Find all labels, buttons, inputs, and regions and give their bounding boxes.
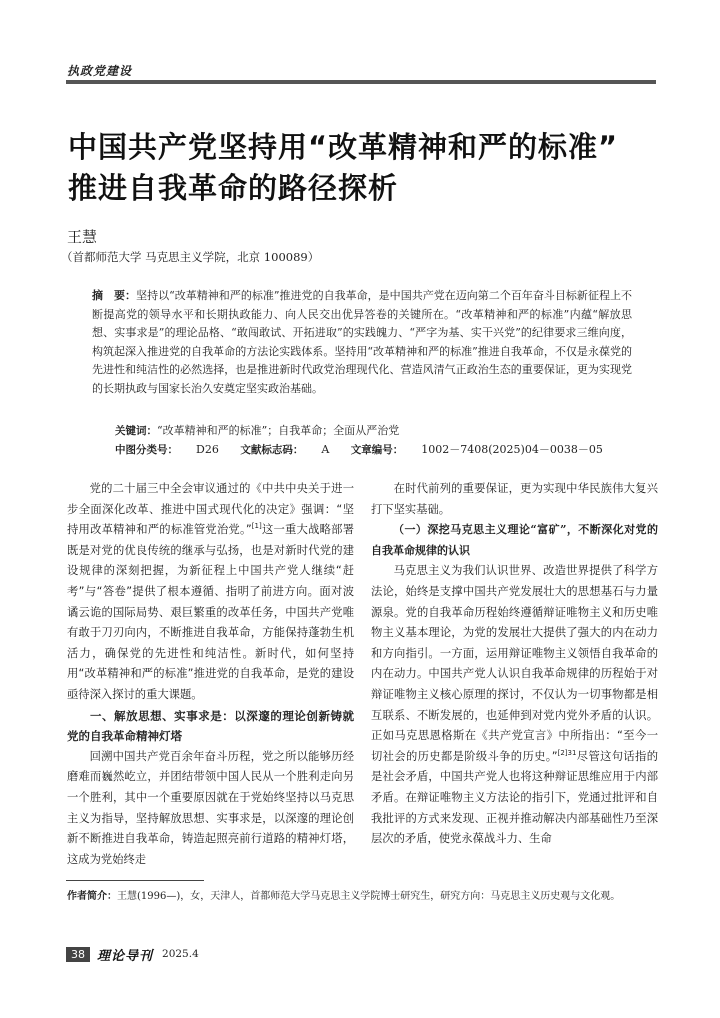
body-left-column xyxy=(67,479,354,870)
keywords-text: “改革精神和严的标准”；自我革命；全面从严治党 xyxy=(157,424,400,437)
abstract-label: 摘 要： xyxy=(92,289,137,302)
citation-ref: [2]31 xyxy=(557,748,577,757)
paragraph xyxy=(371,561,658,849)
paragraph: 在时代前列的重要保证，更为实现中华民族伟大复兴打下坚实基础。 xyxy=(371,482,658,516)
abstract-text: 坚持以“改革精神和严的标准”推进党的自我革命，是中国共产党在迈向第二个百年奋斗目标新征程上不断提高党的领导水平和长期执政能力、向人民交出优异答卷的关键所在。“改革精神和严的标准”内蕴“解放思想、实事求是”的理论品格、“敢闯敢试、开拓进取”的实践魄力、“严字为基、实干兴党”的纪律要求三维向度，构筑起深入推进党的自我革命的方法论实践体系。坚持用“改革精神和严的标准”推进自我革命，不仅是永葆党的先进性和纯洁性的必然选择，也是推进新时代政党治理现代化、营造风清气正政治生态的重要保证，更为实现党的长期执政与国家长治久安奠定坚实政治基础。 xyxy=(92,289,632,395)
clc-label: 中图分类号： xyxy=(115,444,178,456)
subsection-heading: （一）深挖马克思主义理论“富矿”，不断深化对党的自我革命规律的认识 xyxy=(371,523,658,557)
article-title xyxy=(68,127,658,209)
page-footer xyxy=(66,945,199,963)
header-rule xyxy=(66,80,656,84)
keywords-label: 关键词： xyxy=(115,425,157,437)
paragraph-text: 这一重大战略部署既是对党的优良传统的继承与弘扬，也是对新时代党的建设规律的深刻把握，为新征程上中国共产党人继续“赶考”与“答卷”提供了根本遵循、指明了前进方向。面对波谲云诡的国际局势、艰巨繁重的改革任务，中国共产党唯有敢于刀刃向内，不断推进自我革命，方能保持蓬勃生机活力，确保党的先进性和纯洁性。新时代，如何坚持用“改革精神和严的标准”推进党的自我革命，是党的建设亟待深入探讨的重大课题。 xyxy=(67,523,354,701)
clc-value: D26 xyxy=(196,443,219,456)
footnote-text: 王慧(1996—)，女，天津人，首都师范大学马克思主义学院博士研究生，研究方向：马克思主义历史观与文化观。 xyxy=(117,891,621,902)
doc-code-value: A xyxy=(321,443,330,456)
article-number-label: 文章编号： xyxy=(350,444,404,456)
author-footnote xyxy=(67,888,657,905)
paragraph-text: 马克思主义为我们认识世界、改造世界提供了科学方法论，始终是支撑中国共产党发展壮大的思想基石与力量源泉。党的自我革命历程始终遵循辩证唯物主义和历史唯物主义基本理论，为党的发展壮大提供了强大的内在动力和方向指引。一方面，运用辩证唯物主义领悟自我革命的内在动力。中国共产党人认识自我革命规律的历程始于对辩证唯物主义核心原理的探讨，不仅认为一切事物都是相互联系、不断发展的，也延伸到对党内党外矛盾的认识。正如马克思恩格斯在《共产党宣言》中所指出：“至今一切社会的历史都是阶级斗争的历史。” xyxy=(371,564,658,763)
title-line-1: 中国共产党坚持用“改革精神和严的标准” xyxy=(68,130,619,164)
author-name: 王慧 xyxy=(67,228,98,246)
issue-number: 2025.4 xyxy=(162,948,199,960)
footnote-label: 作者简介： xyxy=(67,891,117,902)
doc-code-label: 文献标志码： xyxy=(240,444,304,456)
paragraph: 回溯中国共产党百余年奋斗历程，党之所以能够历经磨难而巍然屹立，并团结带领中国人民从一个胜利走向另一个胜利，其中一个重要原因就在于党始终坚持以马克思主义为指导，坚持解放思想、实事求是，以深邃的理论创新不断推进自我革命，铸造起照亮前行道路的精神灯塔，这成为党始终走 xyxy=(67,749,354,866)
footnote-rule xyxy=(66,880,204,881)
section-heading-1: 一、解放思想、实事求是：以深邃的理论创新铸就党的自我革命精神灯塔 xyxy=(67,708,354,744)
journal-name: 理论导刊 xyxy=(97,948,154,964)
doc-code-field xyxy=(240,443,329,456)
body-right-column xyxy=(371,479,658,850)
paragraph-text: 党的二十届三中全会审议通过的《中共中央关于进一步全面深化改革、推进中国式现代化的决定》强调：“坚持用改革精神和严的标准管党治党。” xyxy=(67,482,354,537)
article-number-field xyxy=(351,443,603,456)
keywords xyxy=(115,422,399,438)
paragraph-text: 尽管这句话指的是社会矛盾，中国共产党人也将这种辩证思维应用于内部矛盾。在辩证唯物主义方法论的指引下，党通过批评和自我批评的方式来发现、正视并推动解决内部基础性乃至深层次的矛盾，使党永葆战斗力、生命 xyxy=(371,749,658,846)
abstract xyxy=(92,287,632,399)
column-header: 执政党建设 xyxy=(67,64,133,78)
citation-ref: [1] xyxy=(251,522,262,531)
title-line-2: 推进自我革命的路径探析 xyxy=(68,171,399,205)
classification-line xyxy=(115,441,603,457)
paragraph xyxy=(67,479,354,706)
page-number: 38 xyxy=(66,947,90,962)
author-affiliation: （首都师范大学 马克思主义学院，北京 100089） xyxy=(61,250,320,264)
article-number-value: 1002－7408(2025)04－0038－05 xyxy=(421,443,603,456)
clc-field xyxy=(115,443,219,456)
